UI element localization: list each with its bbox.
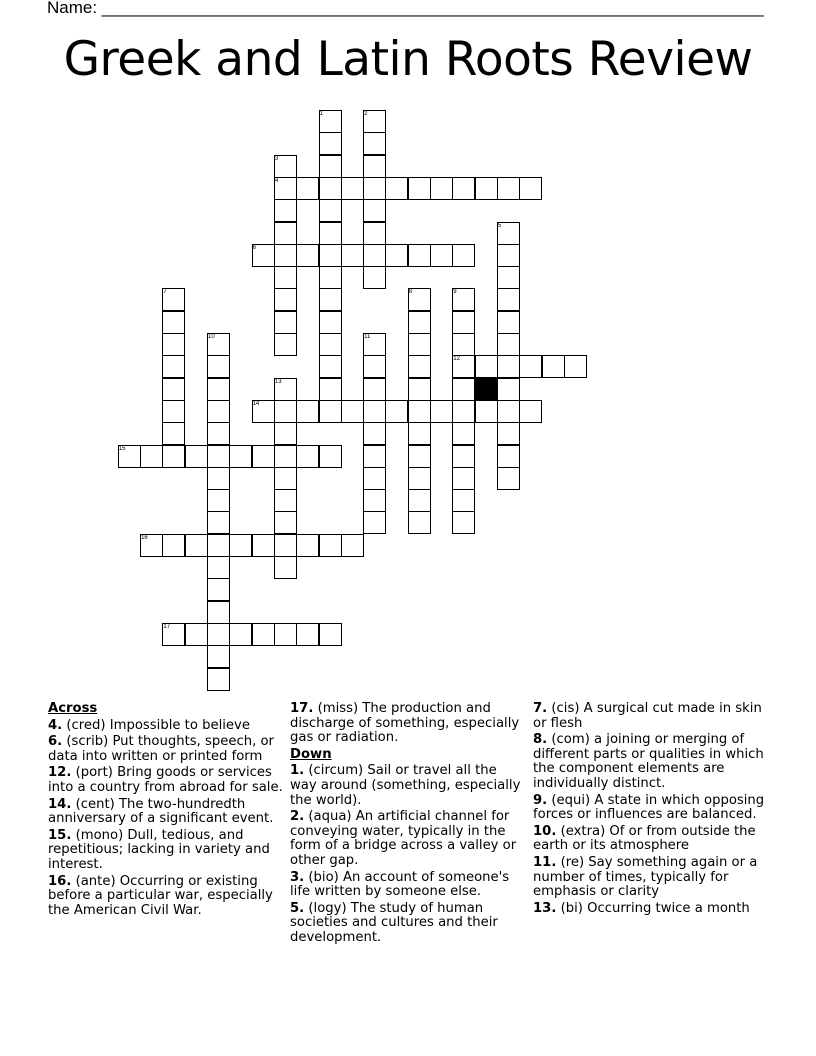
clue-number: 15. [48, 827, 72, 843]
grid-cell[interactable] [319, 311, 342, 334]
grid-cell[interactable] [497, 333, 520, 356]
grid-cell[interactable] [274, 445, 297, 468]
grid-cell[interactable] [274, 534, 297, 557]
grid-cell[interactable] [185, 623, 208, 646]
grid-cell[interactable] [497, 422, 520, 445]
grid-cell[interactable] [452, 467, 475, 490]
grid-cell[interactable] [497, 177, 520, 200]
clue-number: 6. [48, 734, 63, 750]
clue-number: 2. [290, 809, 305, 825]
grid-cell[interactable] [162, 422, 185, 445]
clue-number: 7. [533, 701, 548, 716]
grid-cell[interactable] [207, 511, 230, 534]
clue-down-5 [290, 902, 526, 946]
clue-number-label: 16 [141, 534, 148, 541]
clue-number-label: 6 [252, 244, 256, 251]
grid-cell[interactable] [319, 400, 342, 423]
grid-cell[interactable] [207, 668, 230, 691]
clue-text: (bi) Occurring twice a month [560, 900, 750, 916]
clue-across-4 [48, 719, 284, 734]
blocked-cell [475, 378, 498, 401]
grid-cell[interactable] [252, 623, 275, 646]
clue-text: (mono) Dull, tedious, and repetitious; lacking in variety and interest. [48, 827, 270, 872]
grid-cell[interactable] [452, 422, 475, 445]
clue-down-2 [290, 810, 526, 868]
grid-cell[interactable] [207, 378, 230, 401]
clue-number-label: 8 [408, 289, 413, 296]
grid-cell[interactable] [162, 400, 185, 423]
grid-cell[interactable] [363, 199, 386, 222]
grid-cell[interactable] [274, 511, 297, 534]
clue-across-16 [48, 875, 284, 919]
grid-cell[interactable] [274, 467, 297, 490]
grid-cell[interactable] [341, 177, 364, 200]
grid-cell[interactable] [564, 355, 587, 378]
clue-text: (miss) The production and discharge of something, especially gas or radiation. [290, 701, 520, 746]
clue-number-label: 4 [274, 177, 279, 184]
clue-text: (cent) The two-hundredth anniversary of a significant event. [48, 796, 274, 827]
grid-cell[interactable] [408, 333, 431, 356]
clue-number: 17. [290, 701, 314, 716]
grid-cell[interactable] [408, 422, 431, 445]
grid-cell[interactable] [319, 155, 342, 178]
grid-cell[interactable] [274, 288, 297, 311]
grid-cell[interactable] [185, 445, 208, 468]
grid-cell[interactable] [229, 623, 252, 646]
grid-cell[interactable] [162, 378, 185, 401]
grid-cell[interactable] [363, 177, 386, 200]
clue-number-label: 13 [274, 378, 282, 385]
clue-number: 3. [290, 869, 305, 885]
grid-cell[interactable] [408, 311, 431, 334]
grid-cell[interactable] [207, 623, 230, 646]
grid-cell[interactable] [519, 177, 542, 200]
clue-text: (com) a joining or merging of different parts or qualities in which the component elements are individually distinct. [533, 732, 764, 791]
grid-cell[interactable] [363, 489, 386, 512]
grid-cell[interactable] [363, 132, 386, 155]
grid-cell[interactable] [363, 355, 386, 378]
clue-number-label: 11 [364, 334, 371, 340]
grid-cell[interactable] [497, 355, 520, 378]
grid-cell[interactable] [207, 400, 230, 423]
clue-number: 11. [533, 854, 557, 870]
clue-number-label: 15 [118, 445, 126, 452]
grid-cell[interactable] [497, 288, 520, 311]
name-field-label[interactable]: Name: ______________________________________________________________________ [47, 0, 764, 17]
grid-cell[interactable] [274, 244, 297, 267]
grid-cell[interactable] [497, 400, 520, 423]
grid-cell[interactable] [319, 378, 342, 401]
grid-cell[interactable] [162, 333, 185, 356]
grid-cell[interactable] [341, 400, 364, 423]
grid-cell[interactable] [140, 445, 163, 468]
grid-cell[interactable] [452, 489, 475, 512]
grid-cell[interactable] [274, 199, 297, 222]
grid-cell[interactable] [207, 489, 230, 512]
clue-number: 10. [533, 823, 557, 839]
grid-cell[interactable] [452, 177, 475, 200]
clue-text: (scrib) Put thoughts, speech, or data into written or printed form [48, 734, 274, 764]
grid-cell[interactable] [207, 445, 230, 468]
clue-number: 13. [533, 900, 557, 916]
clues-column-2 [290, 702, 526, 948]
grid-cell[interactable] [207, 645, 230, 668]
grid-cell[interactable] [341, 534, 364, 557]
across-heading: Across [48, 701, 98, 716]
clue-number: 16. [48, 873, 72, 889]
grid-cell[interactable] [319, 177, 342, 200]
grid-cell[interactable] [452, 511, 475, 534]
grid-cell[interactable] [319, 132, 342, 155]
grid-cell[interactable] [408, 378, 431, 401]
grid-cell[interactable] [519, 400, 542, 423]
clue-text: (equi) A state in which opposing forces or influences are balanced. [533, 792, 765, 823]
clue-number-label: 7 [163, 289, 167, 296]
grid-cell[interactable] [452, 400, 475, 423]
clue-number-label: 5 [497, 222, 502, 229]
clues-column-1 [48, 702, 284, 920]
grid-cell[interactable] [207, 556, 230, 579]
grid-cell[interactable] [319, 623, 342, 646]
grid-cell[interactable] [452, 378, 475, 401]
clue-text: (aqua) An artificial channel for conveying water, typically in the form of a bridge across a valley or other gap. [290, 809, 517, 868]
grid-cell[interactable] [162, 355, 185, 378]
grid-cell[interactable] [497, 378, 520, 401]
grid-cell[interactable] [408, 177, 431, 200]
grid-cell[interactable] [319, 534, 342, 557]
clue-number-label: 3 [274, 155, 279, 162]
grid-cell[interactable] [385, 177, 408, 200]
clue-down-3 [290, 871, 526, 900]
grid-cell[interactable] [497, 266, 520, 289]
grid-cell[interactable] [363, 155, 386, 178]
clue-text: (port) Bring goods or services into a country from abroad for sale. [48, 765, 283, 795]
grid-cell[interactable] [274, 222, 297, 245]
clue-text: (circum) Sail or travel all the way around (something, especially the world). [290, 763, 521, 808]
grid-cell[interactable] [319, 266, 342, 289]
grid-cell[interactable] [274, 422, 297, 445]
grid-cell[interactable] [452, 333, 475, 356]
grid-cell[interactable] [185, 534, 208, 557]
grid-cell[interactable] [162, 534, 185, 557]
grid-cell[interactable] [229, 445, 252, 468]
grid-cell[interactable] [363, 222, 386, 245]
grid-cell[interactable] [274, 400, 297, 423]
grid-cell[interactable] [319, 288, 342, 311]
grid-cell[interactable] [363, 266, 386, 289]
grid-cell[interactable] [408, 445, 431, 468]
clue-down-7 [533, 702, 769, 731]
clue-down-10 [533, 825, 769, 854]
clue-text: (extra) Of or from outside the earth or its atmosphere [533, 823, 756, 854]
grid-cell[interactable] [296, 244, 319, 267]
grid-cell[interactable] [274, 311, 297, 334]
grid-cell[interactable] [319, 355, 342, 378]
grid-cell[interactable] [408, 244, 431, 267]
grid-cell[interactable] [319, 333, 342, 356]
grid-cell[interactable] [296, 534, 319, 557]
grid-cell[interactable] [452, 244, 475, 267]
grid-cell[interactable] [452, 445, 475, 468]
clue-text: (re) Say something again or a number of times, typically for emphasis or clarity [533, 854, 758, 900]
grid-cell[interactable] [252, 445, 275, 468]
grid-cell[interactable] [475, 400, 498, 423]
clue-number-label: 2 [364, 111, 368, 117]
clue-number: 1. [290, 763, 305, 779]
grid-cell[interactable] [162, 445, 185, 468]
grid-cell[interactable] [207, 578, 230, 601]
grid-cell[interactable] [363, 511, 386, 534]
grid-cell[interactable] [408, 400, 431, 423]
grid-cell[interactable] [497, 467, 520, 490]
clue-number-label: 14 [252, 400, 260, 407]
grid-cell[interactable] [430, 400, 453, 423]
grid-cell[interactable] [274, 556, 297, 579]
grid-cell[interactable] [296, 445, 319, 468]
clue-number-label: 17 [163, 623, 171, 630]
clue-text: (logy) The study of human societies and cultures and their development. [290, 900, 498, 945]
grid-cell[interactable] [274, 623, 297, 646]
grid-cell[interactable] [363, 378, 386, 401]
grid-cell[interactable] [207, 534, 230, 557]
grid-cell[interactable] [452, 311, 475, 334]
grid-cell[interactable] [341, 244, 364, 267]
down-heading: Down [290, 746, 332, 762]
grid-cell[interactable] [319, 445, 342, 468]
grid-cell[interactable] [430, 244, 453, 267]
grid-cell[interactable] [319, 199, 342, 222]
grid-cell[interactable] [296, 400, 319, 423]
grid-cell[interactable] [363, 445, 386, 468]
clue-number: 14. [48, 796, 72, 812]
clue-number: 5. [290, 900, 305, 916]
grid-cell[interactable] [497, 311, 520, 334]
grid-cell[interactable] [497, 445, 520, 468]
clue-number-label: 10 [208, 334, 215, 340]
grid-cell[interactable] [363, 400, 386, 423]
grid-cell[interactable] [542, 355, 565, 378]
grid-cell[interactable] [363, 422, 386, 445]
clue-down-8 [533, 733, 769, 791]
grid-cell[interactable] [162, 311, 185, 334]
clue-number-label: 9 [453, 289, 457, 296]
clue-down-13 [533, 902, 769, 917]
grid-cell[interactable] [296, 177, 319, 200]
clue-across-15 [48, 829, 284, 873]
grid-cell[interactable] [207, 422, 230, 445]
grid-cell[interactable] [274, 266, 297, 289]
grid-cell[interactable] [497, 244, 520, 267]
grid-cell[interactable] [519, 355, 542, 378]
clue-number: 4. [48, 717, 63, 733]
clue-number-label: 12 [453, 356, 460, 363]
grid-cell[interactable] [363, 467, 386, 490]
grid-cell[interactable] [252, 534, 275, 557]
clue-number: 9. [533, 792, 548, 808]
clue-number-label: 1 [319, 111, 323, 117]
grid-cell[interactable] [385, 244, 408, 267]
grid-cell[interactable] [385, 400, 408, 423]
clues-column-3 [533, 702, 769, 918]
clue-across-14 [48, 798, 284, 827]
grid-cell[interactable] [207, 601, 230, 624]
grid-cell[interactable] [207, 467, 230, 490]
grid-cell[interactable] [408, 355, 431, 378]
clue-down-11 [533, 856, 769, 900]
grid-cell[interactable] [408, 489, 431, 512]
clue-text: (bio) An account of someone's life written by someone else. [290, 869, 510, 900]
grid-cell[interactable] [229, 534, 252, 557]
grid-cell[interactable] [408, 511, 431, 534]
grid-cell[interactable] [274, 333, 297, 356]
grid-cell[interactable] [430, 177, 453, 200]
clue-across-17 [290, 702, 526, 746]
clue-number: 12. [48, 765, 72, 781]
clue-across-6 [48, 735, 284, 764]
grid-cell[interactable] [475, 177, 498, 200]
clue-text: (cred) Impossible to believe [66, 717, 250, 733]
grid-cell[interactable] [319, 244, 342, 267]
grid-cell[interactable] [319, 222, 342, 245]
grid-cell[interactable] [296, 623, 319, 646]
grid-cell[interactable] [408, 467, 431, 490]
grid-cell[interactable] [363, 244, 386, 267]
grid-cell[interactable] [274, 489, 297, 512]
grid-cell[interactable] [207, 355, 230, 378]
clue-text: (cis) A surgical cut made in skin or flesh [533, 701, 762, 731]
clue-down-1 [290, 764, 526, 808]
clue-down-9 [533, 794, 769, 823]
clue-number: 8. [533, 732, 548, 748]
grid-cell[interactable] [475, 355, 498, 378]
page-title: Greek and Latin Roots Review [63, 32, 753, 87]
clue-across-12 [48, 766, 284, 795]
clue-text: (ante) Occurring or existing before a particular war, especially the American Civil War. [48, 873, 273, 918]
